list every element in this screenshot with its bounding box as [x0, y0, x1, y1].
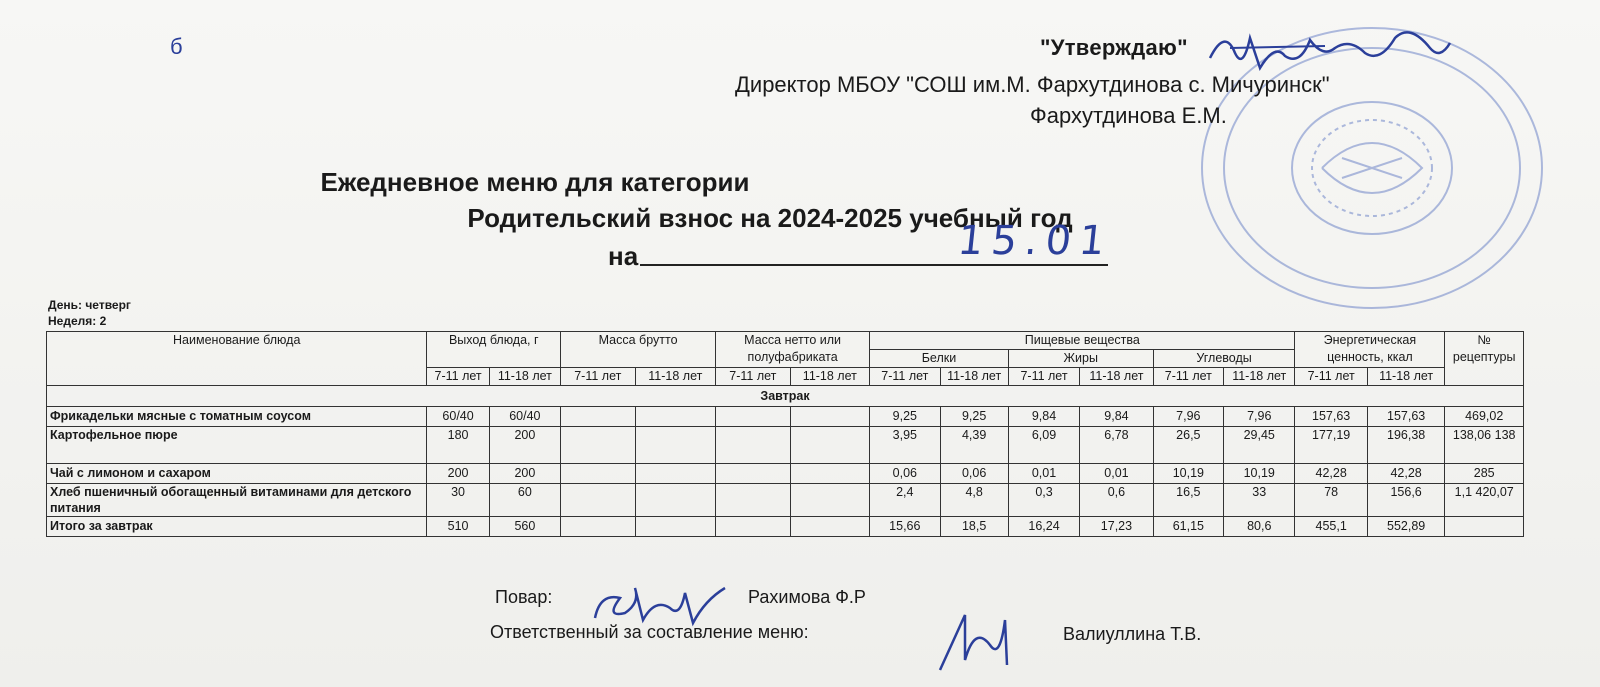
table-row	[47, 427, 1524, 464]
recipe-number: 285	[1445, 464, 1524, 484]
gross-11-18	[635, 427, 716, 464]
menu-table	[46, 331, 1524, 537]
col-header-yield: Выход блюда, г	[427, 332, 561, 368]
col-header-energy: Энергетическая ценность, ккал	[1295, 332, 1445, 368]
yield-7-11: 200	[427, 464, 489, 484]
yield-11-18: 60/40	[489, 407, 560, 427]
col-header-age: 11-18 лет	[1367, 368, 1445, 386]
carbs-7-11: 26,5	[1153, 427, 1223, 464]
gross-7-11	[561, 407, 635, 427]
yield-11-18: 60	[489, 484, 560, 517]
section-title: Завтрак	[47, 386, 1524, 407]
cook-signature	[585, 578, 735, 628]
carbs-11-18: 7,96	[1224, 407, 1295, 427]
cook-name: Рахимова Ф.Р	[748, 587, 866, 607]
gross-11-18	[635, 407, 716, 427]
director-name: Фархутдинова Е.М.	[1030, 103, 1227, 128]
recipe-number	[1445, 517, 1524, 537]
dish-name: Фрикадельки мясные с томатным соусом	[47, 407, 427, 427]
dish-name: Чай с лимоном и сахаром	[47, 464, 427, 484]
fats-7-11: 6,09	[1008, 427, 1079, 464]
cook-label: Повар:	[495, 587, 553, 607]
gross-11-18	[635, 484, 716, 517]
dish-name: Картофельное пюре	[47, 427, 427, 464]
energy-7-11: 455,1	[1295, 517, 1367, 537]
net-11-18	[790, 407, 870, 427]
recipe-number: 138,06 138	[1445, 427, 1524, 464]
net-7-11	[716, 517, 790, 537]
yield-7-11: 180	[427, 427, 489, 464]
week-info	[48, 314, 106, 328]
fats-11-18: 17,23	[1080, 517, 1153, 537]
net-11-18	[790, 427, 870, 464]
proteins-11-18: 4,8	[940, 484, 1008, 517]
page-title-line2: Родительский взнос на 2024-2025 учебный год	[467, 203, 1073, 233]
handwritten-date: 15.01	[955, 218, 1115, 264]
carbs-11-18: 80,6	[1224, 517, 1295, 537]
page-title-line1: Ежедневное меню для категории	[320, 167, 750, 197]
net-11-18	[790, 517, 870, 537]
yield-7-11: 510	[427, 517, 489, 537]
table-row	[47, 484, 1524, 517]
carbs-7-11: 7,96	[1153, 407, 1223, 427]
carbs-11-18: 29,45	[1224, 427, 1295, 464]
col-header-age: 7-11 лет	[870, 368, 940, 386]
day-value: четверг	[85, 298, 131, 312]
fats-11-18: 0,6	[1080, 484, 1153, 517]
net-7-11	[716, 427, 790, 464]
col-header-age: 7-11 лет	[1295, 368, 1367, 386]
col-header-proteins: Белки	[870, 350, 1009, 368]
net-7-11	[716, 484, 790, 517]
proteins-7-11: 3,95	[870, 427, 940, 464]
director-title: Директор МБОУ "СОШ им.М. Фархутдинова с. Мичуринск"	[735, 72, 1330, 97]
col-header-age: 11-18 лет	[940, 368, 1008, 386]
responsible-label: Ответственный за составление меню:	[490, 622, 809, 642]
col-header-nutrients: Пищевые вещества	[870, 332, 1295, 350]
proteins-7-11: 15,66	[870, 517, 940, 537]
handwritten-corner-mark: б	[170, 34, 183, 59]
col-header-fats: Жиры	[1008, 350, 1153, 368]
proteins-7-11: 0,06	[870, 464, 940, 484]
yield-11-18: 200	[489, 427, 560, 464]
gross-7-11	[561, 464, 635, 484]
carbs-7-11: 61,15	[1153, 517, 1223, 537]
col-header-age: 11-18 лет	[489, 368, 560, 386]
col-header-age: 11-18 лет	[790, 368, 870, 386]
responsible-name: Валиуллина Т.В.	[1063, 624, 1202, 644]
total-label: Итого за завтрак	[47, 517, 427, 537]
day-label: День:	[48, 298, 82, 312]
carbs-7-11: 16,5	[1153, 484, 1223, 517]
table-row	[47, 407, 1524, 427]
proteins-11-18: 18,5	[940, 517, 1008, 537]
col-header-name: Наименование блюда	[47, 332, 427, 386]
col-header-carbs: Углеводы	[1153, 350, 1295, 368]
proteins-7-11: 9,25	[870, 407, 940, 427]
proteins-11-18: 4,39	[940, 427, 1008, 464]
col-header-age: 7-11 лет	[427, 368, 489, 386]
col-header-age: 11-18 лет	[1224, 368, 1295, 386]
date-prefix-label: на	[608, 241, 639, 271]
fats-7-11: 0,3	[1008, 484, 1079, 517]
week-label: Неделя:	[48, 314, 97, 328]
table-row-total	[47, 517, 1524, 537]
approve-label: "Утверждаю"	[1040, 35, 1188, 60]
col-header-gross: Масса брутто	[561, 332, 716, 368]
dish-name: Хлеб пшеничный обогащенный витаминами для детского питания	[47, 484, 427, 517]
col-header-age: 7-11 лет	[1153, 368, 1223, 386]
responsible-signature	[935, 605, 1025, 675]
net-7-11	[716, 464, 790, 484]
energy-11-18: 42,28	[1367, 464, 1445, 484]
proteins-11-18: 0,06	[940, 464, 1008, 484]
yield-7-11: 60/40	[427, 407, 489, 427]
recipe-number: 1,1 420,07	[1445, 484, 1524, 517]
net-7-11	[716, 407, 790, 427]
recipe-number: 469,02	[1445, 407, 1524, 427]
date-underline	[640, 264, 1108, 266]
fats-7-11: 9,84	[1008, 407, 1079, 427]
fats-7-11: 16,24	[1008, 517, 1079, 537]
carbs-11-18: 10,19	[1224, 464, 1295, 484]
day-info	[48, 298, 131, 312]
fats-11-18: 9,84	[1080, 407, 1153, 427]
energy-11-18: 196,38	[1367, 427, 1445, 464]
col-header-age: 7-11 лет	[561, 368, 635, 386]
fats-11-18: 6,78	[1080, 427, 1153, 464]
carbs-7-11: 10,19	[1153, 464, 1223, 484]
col-header-age: 7-11 лет	[716, 368, 790, 386]
proteins-11-18: 9,25	[940, 407, 1008, 427]
energy-11-18: 156,6	[1367, 484, 1445, 517]
energy-7-11: 157,63	[1295, 407, 1367, 427]
energy-11-18: 552,89	[1367, 517, 1445, 537]
net-11-18	[790, 484, 870, 517]
gross-7-11	[561, 484, 635, 517]
energy-7-11: 42,28	[1295, 464, 1367, 484]
carbs-11-18: 33	[1224, 484, 1295, 517]
energy-7-11: 177,19	[1295, 427, 1367, 464]
table-row	[47, 464, 1524, 484]
gross-11-18	[635, 517, 716, 537]
col-header-age: 11-18 лет	[635, 368, 716, 386]
col-header-recipe: № рецептуры	[1445, 332, 1524, 386]
net-11-18	[790, 464, 870, 484]
yield-11-18: 560	[489, 517, 560, 537]
yield-11-18: 200	[489, 464, 560, 484]
week-value: 2	[99, 314, 107, 328]
col-header-age: 11-18 лет	[1080, 368, 1153, 386]
energy-11-18: 157,63	[1367, 407, 1445, 427]
director-signature	[1205, 18, 1455, 78]
proteins-7-11: 2,4	[870, 484, 940, 517]
yield-7-11: 30	[427, 484, 489, 517]
col-header-net: Масса нетто или полуфабриката	[716, 332, 870, 368]
fats-7-11: 0,01	[1008, 464, 1079, 484]
gross-7-11	[561, 427, 635, 464]
gross-7-11	[561, 517, 635, 537]
col-header-age: 7-11 лет	[1008, 368, 1079, 386]
fats-11-18: 0,01	[1080, 464, 1153, 484]
gross-11-18	[635, 464, 716, 484]
energy-7-11: 78	[1295, 484, 1367, 517]
